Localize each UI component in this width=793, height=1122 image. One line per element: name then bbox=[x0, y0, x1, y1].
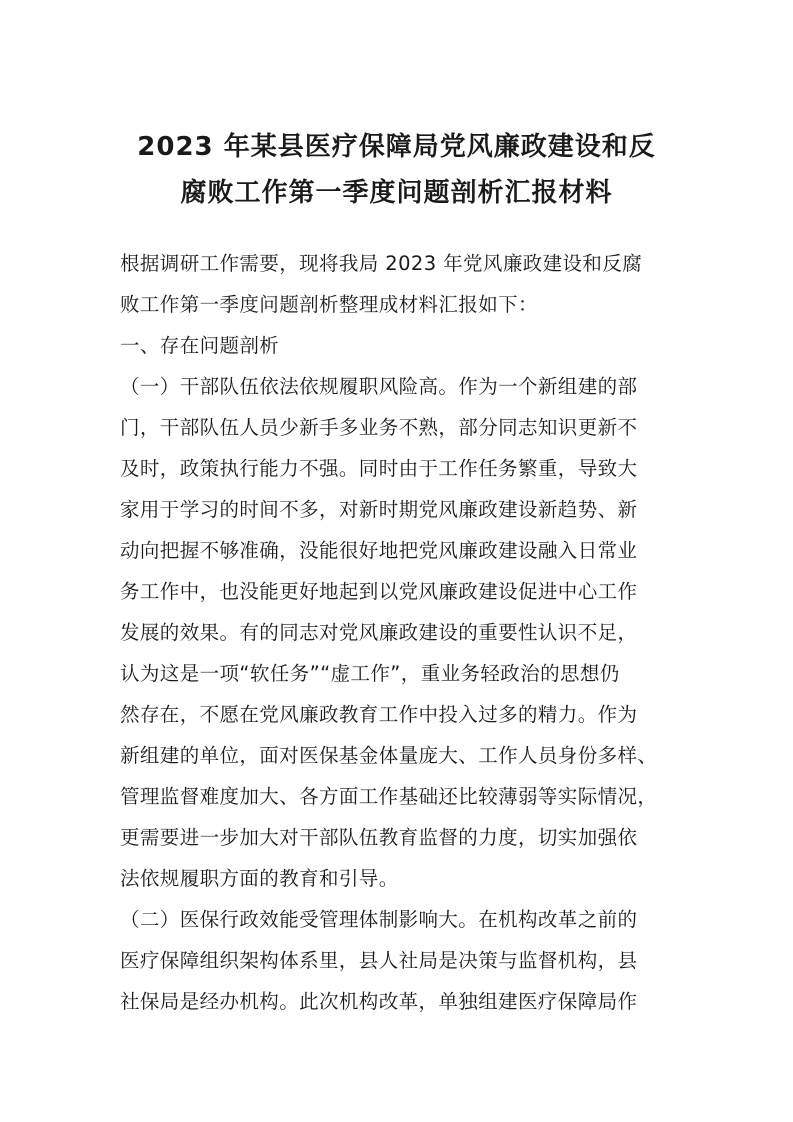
body-line: 务工作中，也没能更好地起到以党风廉政建设促进中心工作 bbox=[120, 580, 638, 603]
body-line: 社保局是经办机构。此次机构改革，单独组建医疗保障局作 bbox=[120, 990, 638, 1013]
body-line: 新组建的单位，面对医保基金体量庞大、工作人员身份多样、 bbox=[120, 744, 658, 767]
body-line: 医疗保障组织架构体系里，县人社局是决策与监督机构，县 bbox=[120, 949, 638, 972]
document-title-line-1: 2023 年某县医疗保障局党风廉政建设和反 bbox=[137, 132, 656, 162]
section-heading: 一、存在问题剖析 bbox=[120, 334, 280, 357]
document-title-line-2: 腐败工作第一季度问题剖析汇报材料 bbox=[180, 178, 613, 208]
body-line: 败工作第一季度问题剖析整理成材料汇报如下： bbox=[120, 293, 538, 316]
body-line: 管理监督难度加大、各方面工作基础还比较薄弱等实际情况， bbox=[120, 785, 658, 808]
body-line: 发展的效果。有的同志对党风廉政建设的重要性认识不足， bbox=[120, 621, 638, 644]
body-line: 根据调研工作需要，现将我局 2023 年党风廉政建设和反腐 bbox=[120, 252, 643, 275]
body-line: 更需要进一步加大对干部队伍教育监督的力度，切实加强依 bbox=[120, 826, 638, 849]
body-line: 家用于学习的时间不多，对新时期党风廉政建设新趋势、新 bbox=[120, 498, 638, 521]
body-line: 门，干部队伍人员少新手多业务不熟，部分同志知识更新不 bbox=[120, 416, 638, 439]
body-line: 及时，政策执行能力不强。同时由于工作任务繁重，导致大 bbox=[120, 457, 638, 480]
body-line: （二）医保行政效能受管理体制影响大。在机构改革之前的 bbox=[120, 908, 638, 931]
body-line: 动向把握不够准确，没能很好地把党风廉政建设融入日常业 bbox=[120, 539, 638, 562]
body-line: 法依规履职方面的教育和引导。 bbox=[120, 867, 399, 890]
body-line: 然存在，不愿在党风廉政教育工作中投入过多的精力。作为 bbox=[120, 703, 638, 726]
body-line: （一）干部队伍依法依规履职风险高。作为一个新组建的部 bbox=[120, 375, 638, 398]
body-line: 认为这是一项“软任务”“虚工作”，重业务轻政治的思想仍 bbox=[120, 662, 620, 685]
